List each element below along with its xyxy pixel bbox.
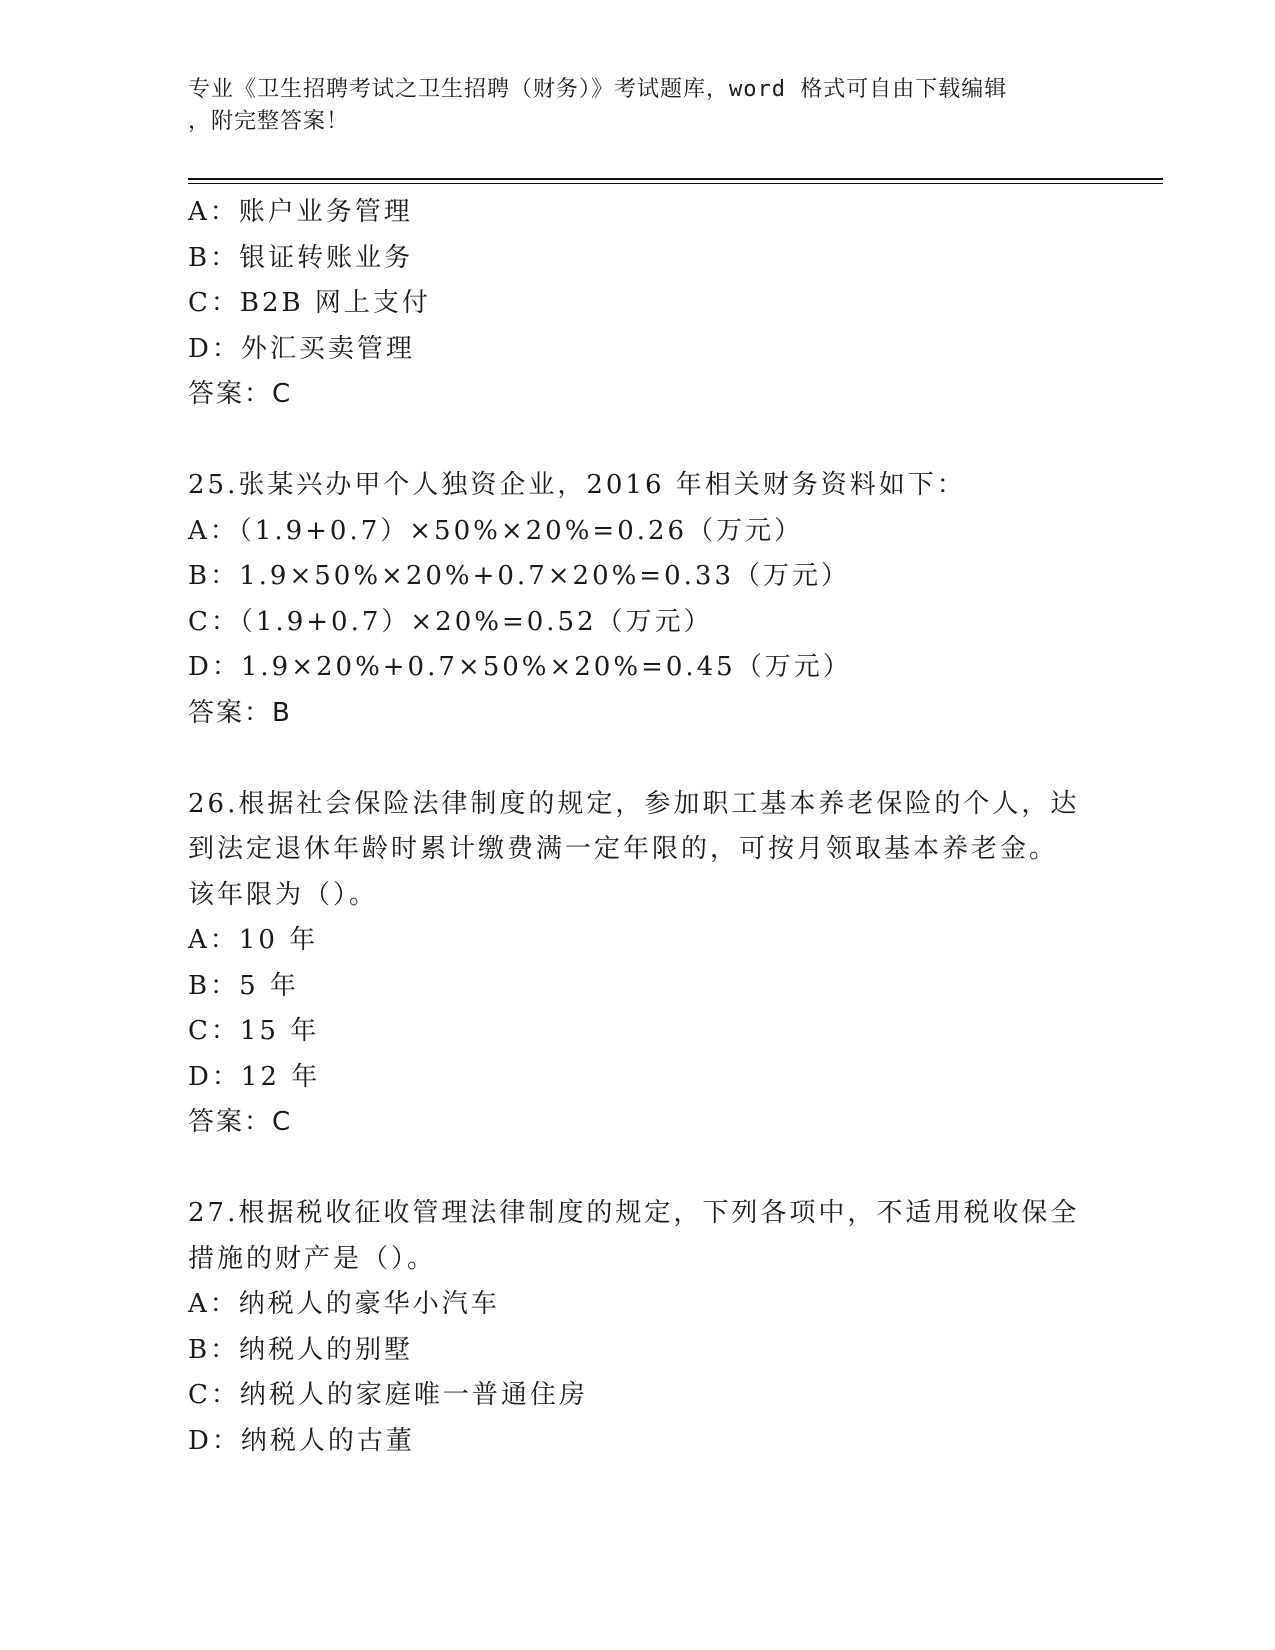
block-spacer xyxy=(188,418,1118,464)
document-header xyxy=(188,74,1088,138)
option-a: A：（1.9+0.7）×50%×20%=0.26（万元） xyxy=(188,515,804,546)
header-divider-thin xyxy=(188,183,1163,184)
header-title-line-continued: ，附完整答案！ xyxy=(188,109,350,134)
header-title-line: 专业《卫生招聘考试之卫生招聘（财务）》考试题库，word 格式可自由下载编辑 xyxy=(188,77,1008,102)
question-text: 26.根据社会保险法律制度的规定，参加职工基本养老保险的个人，达 xyxy=(188,788,1080,819)
question-text: 该年限为（）。 xyxy=(188,879,379,910)
question-text: 25.张某兴办甲个人独资企业，2016 年相关财务资料如下： xyxy=(188,470,966,500)
question-block xyxy=(188,463,1118,736)
option-a: A：10 年 xyxy=(188,925,319,955)
block-spacer xyxy=(188,736,1118,782)
question-block xyxy=(188,782,1118,1146)
option-c: C：B2B 网上支付 xyxy=(188,288,431,318)
option-c: C：（1.9+0.7）×20%=0.52（万元） xyxy=(188,606,713,637)
option-b: B：1.9×50%×20%+0.7×20%=0.33（万元） xyxy=(188,561,850,591)
question-block xyxy=(188,190,1118,418)
answer-line: 答案：B xyxy=(188,697,292,728)
option-d: D：12 年 xyxy=(188,1061,321,1092)
option-d: D：外汇买卖管理 xyxy=(188,333,415,364)
option-c: C：15 年 xyxy=(188,1016,320,1046)
option-b: B：5 年 xyxy=(188,970,299,1001)
block-spacer xyxy=(188,1146,1118,1192)
question-list xyxy=(188,190,1118,1464)
question-text: 27.根据税收征收管理法律制度的规定，下列各项中，不适用税收保全 xyxy=(188,1198,1080,1228)
option-c: C：纳税人的家庭唯一普通住房 xyxy=(188,1380,588,1410)
option-d: D：1.9×20%+0.7×50%×20%=0.45（万元） xyxy=(188,652,852,682)
question-text: 措施的财产是（）。 xyxy=(188,1243,437,1274)
option-a: A：纳税人的豪华小汽车 xyxy=(188,1289,500,1319)
question-text: 到法定退休年龄时累计缴费满一定年限的，可按月领取基本养老金。 xyxy=(188,834,1059,864)
option-a: A：账户业务管理 xyxy=(188,197,413,227)
option-b: B：纳税人的别墅 xyxy=(188,1334,414,1365)
answer-line: 答案：C xyxy=(188,1107,293,1137)
answer-line: 答案：C xyxy=(188,379,293,409)
question-block xyxy=(188,1191,1118,1464)
option-b: B：银证转账业务 xyxy=(188,242,414,273)
header-divider-thick xyxy=(188,178,1163,180)
option-d: D：纳税人的古董 xyxy=(188,1425,415,1456)
